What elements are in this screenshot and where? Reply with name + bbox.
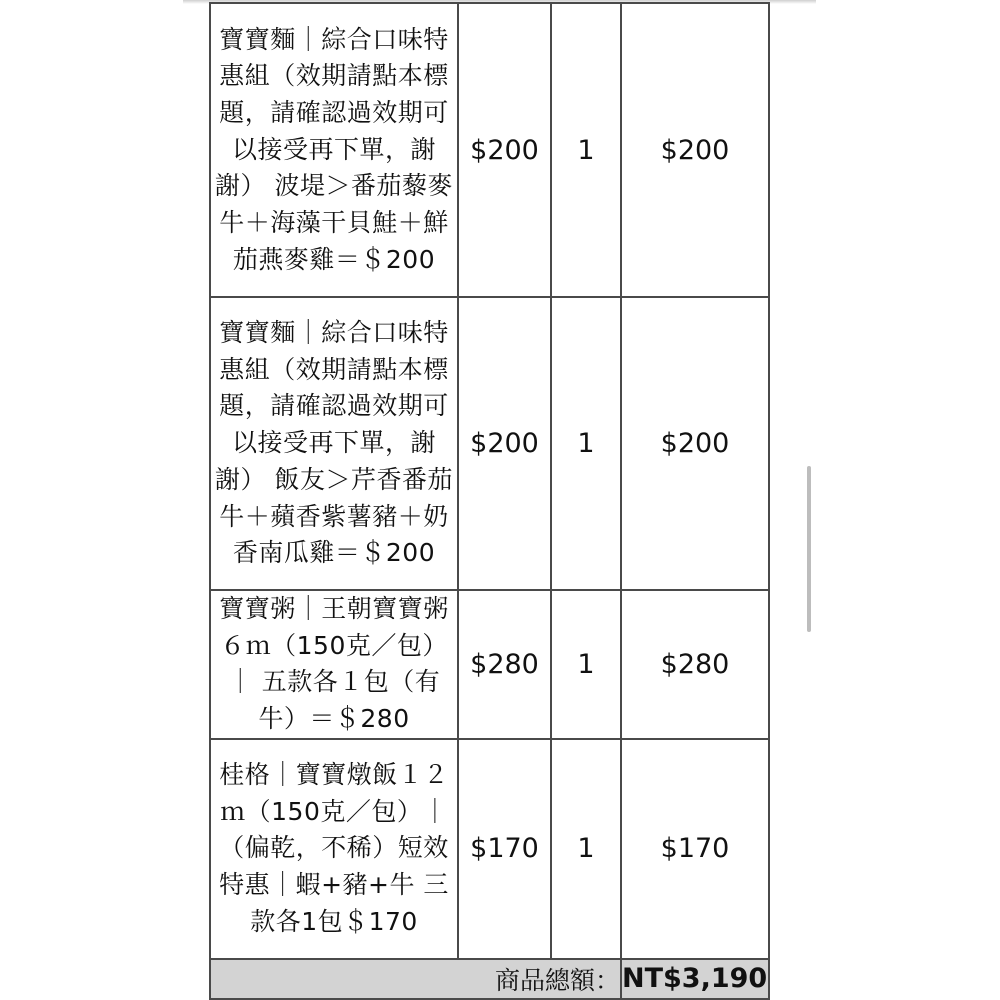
total-label: 商品總額： (210, 959, 621, 999)
subtotal-cell: $170 (621, 739, 769, 959)
table-row (210, 739, 769, 959)
subtotal-cell: $200 (621, 297, 769, 590)
subtotal-cell: $200 (621, 3, 769, 297)
vertical-scrollbar[interactable] (807, 466, 811, 632)
total-row (210, 959, 769, 999)
quantity-cell: 1 (551, 739, 621, 959)
unit-price-cell: $170 (458, 739, 551, 959)
order-items-table (209, 2, 770, 1000)
quantity-cell: 1 (551, 297, 621, 590)
product-name-cell[interactable]: 寶寶麵｜綜合口味特惠組（效期請點本標題，請確認過效期可以接受再下單，謝謝） 波堤＞番茄藜麥牛＋海藻干貝鮭＋鮮茄燕麥雞＝＄200 (210, 3, 458, 297)
quantity-cell: 1 (551, 590, 621, 739)
product-name-cell[interactable]: 桂格｜寶寶燉飯１２ｍ（150克／包）｜（偏乾，不稀）短效特惠｜蝦+豬+牛 三款各1包＄170 (210, 739, 458, 959)
unit-price-cell: $280 (458, 590, 551, 739)
product-name-cell[interactable]: 寶寶麵｜綜合口味特惠組（效期請點本標題，請確認過效期可以接受再下單，謝謝） 飯友＞芹香番茄牛＋蘋香紫薯豬＋奶香南瓜雞＝＄200 (210, 297, 458, 590)
product-name-cell[interactable]: 寶寶粥｜王朝寶寶粥６ｍ（150克／包）｜ 五款各１包（有牛）＝＄280 (210, 590, 458, 739)
table-row (210, 590, 769, 739)
table-row (210, 3, 769, 297)
table-row (210, 297, 769, 590)
total-amount: NT$3,190 (621, 959, 769, 999)
quantity-cell: 1 (551, 3, 621, 297)
unit-price-cell: $200 (458, 297, 551, 590)
unit-price-cell: $200 (458, 3, 551, 297)
subtotal-cell: $280 (621, 590, 769, 739)
